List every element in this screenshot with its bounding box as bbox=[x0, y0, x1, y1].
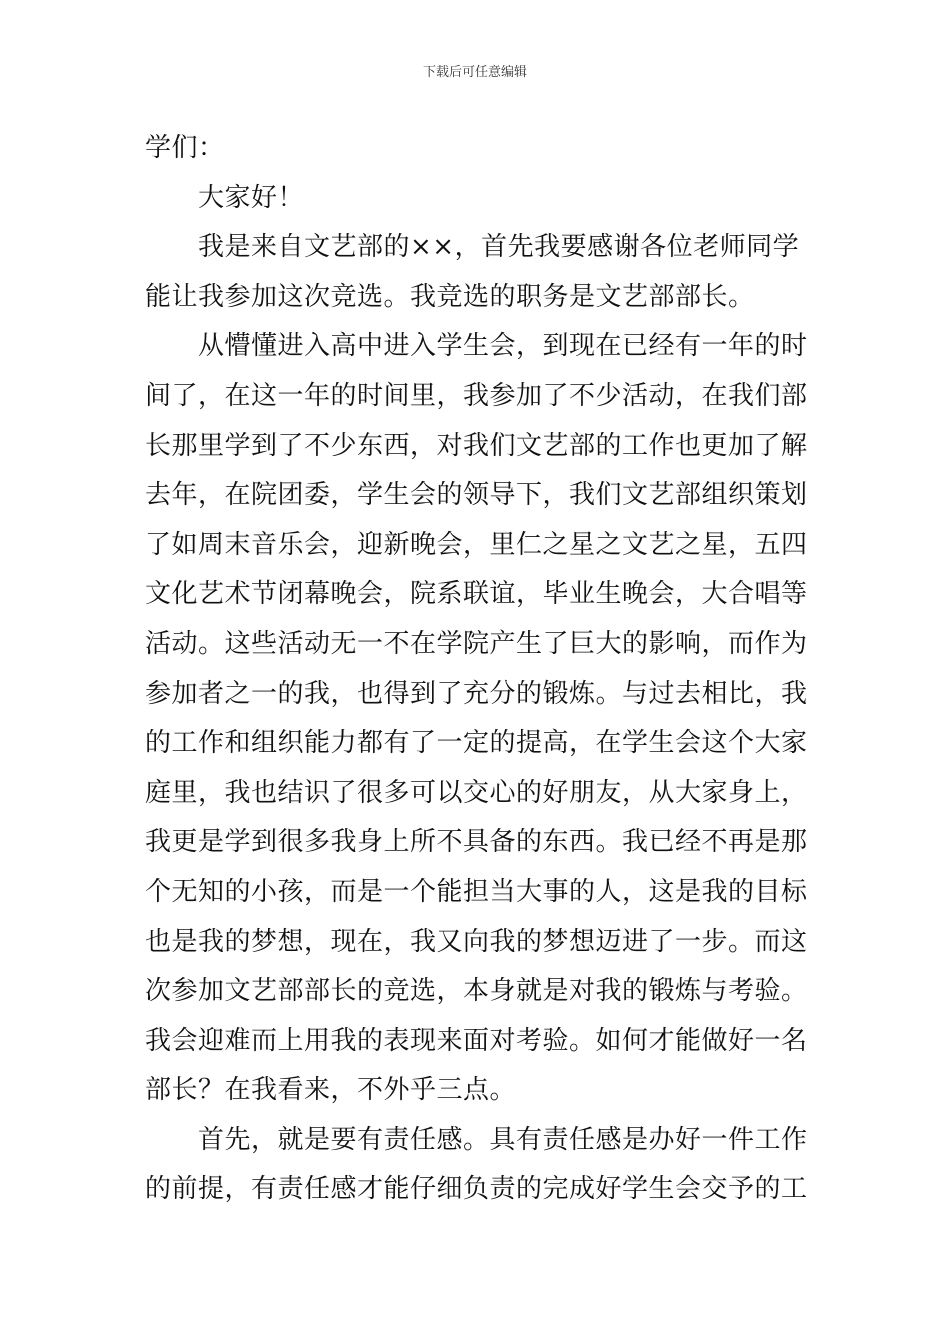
text-line: 个无知的小孩，而是一个能担当大事的人，这是我的目标 bbox=[145, 876, 808, 907]
text-line: 也是我的梦想，现在，我又向我的梦想迈进了一步。而这 bbox=[145, 926, 808, 957]
text-line: 我会迎难而上用我的表现来面对考验。如何才能做好一名 bbox=[145, 1025, 808, 1056]
text-line: 大家好！ bbox=[198, 182, 305, 213]
text-line: 首先，就是要有责任感。具有责任感是办好一件工作 bbox=[198, 1124, 808, 1155]
text-line: 能让我参加这次竞选。我竞选的职务是文艺部部长。 bbox=[145, 281, 755, 312]
text-line: 参加者之一的我，也得到了充分的锻炼。与过去相比，我 bbox=[145, 678, 808, 709]
document-body bbox=[145, 128, 808, 1219]
text-line: 间了，在这一年的时间里，我参加了不少活动，在我们部 bbox=[145, 380, 808, 411]
text-line: 庭里，我也结识了很多可以交心的好朋友，从大家身上， bbox=[145, 777, 808, 808]
text-line: 的工作和组织能力都有了一定的提高，在学生会这个大家 bbox=[145, 728, 808, 759]
text-line: 从懵懂进入高中进入学生会，到现在已经有一年的时 bbox=[198, 331, 808, 362]
text-line: 去年，在院团委，学生会的领导下，我们文艺部组织策划 bbox=[145, 480, 808, 511]
text-line: 的前提，有责任感才能仔细负责的完成好学生会交予的工 bbox=[145, 1174, 808, 1205]
text-line: 我是来自文艺部的××，首先我要感谢各位老师同学 bbox=[198, 232, 800, 263]
text-line: 次参加文艺部部长的竞选，本身就是对我的锻炼与考验。 bbox=[145, 976, 808, 1007]
text-line: 学们： bbox=[145, 133, 225, 163]
text-line: 了如周末音乐会，迎新晚会，里仁之星之文艺之星，五四 bbox=[145, 529, 808, 560]
text-line: 文化艺术节闭幕晚会，院系联谊，毕业生晚会，大合唱等 bbox=[145, 579, 808, 610]
text-line: 部长？在我看来，不外乎三点。 bbox=[145, 1075, 517, 1106]
text-line: 我更是学到很多我身上所不具备的东西。我已经不再是那 bbox=[145, 827, 808, 858]
text-line: 活动。这些活动无一不在学院产生了巨大的影响，而作为 bbox=[145, 628, 808, 659]
page-header: 下载后可任意编辑 bbox=[422, 65, 527, 80]
text-line: 长那里学到了不少东西，对我们文艺部的工作也更加了解 bbox=[145, 430, 808, 461]
